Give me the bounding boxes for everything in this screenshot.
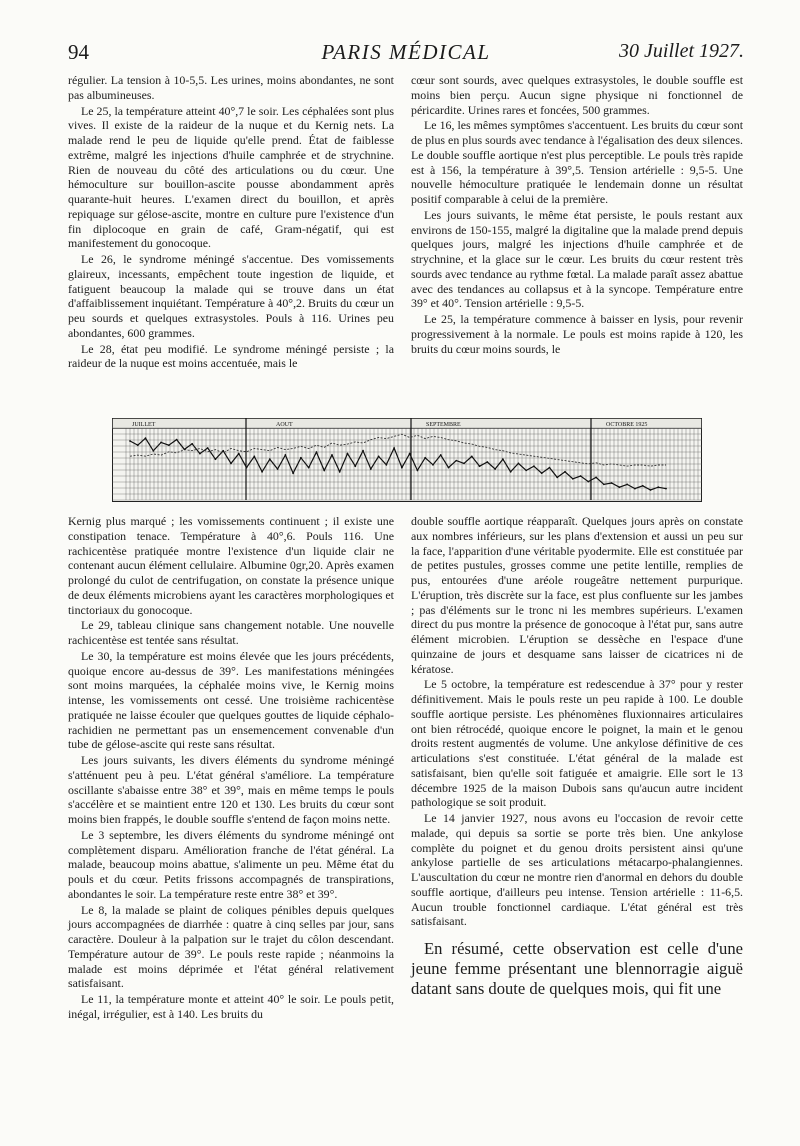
paragraph: Le 16, les mêmes symptômes s'accentuent. Les bruits du cœur sont de plus en plus sourds avec tendance à l'égalisation des deux silences. Le double souffle aortique n'est plus perceptible. Le pouls très rapide est à 156, la température à 39°,5. Tension artérielle : 9,5-5. Une nouvelle hémoculture pratiquée le lendemain donne un résultat positif comparable à celui de la première. xyxy=(411,118,743,206)
temperature-chart xyxy=(112,418,702,502)
temperature-point xyxy=(471,456,473,458)
temperature-point xyxy=(549,467,551,469)
temperature-point xyxy=(222,450,224,452)
temperature-point xyxy=(463,463,465,465)
temperature-point xyxy=(152,450,154,452)
temperature-point xyxy=(129,440,131,442)
temperature-point xyxy=(145,437,147,439)
temperature-point xyxy=(448,467,450,469)
temperature-point xyxy=(665,488,667,490)
journal-title: PARIS MÉDICAL xyxy=(321,40,491,64)
paragraph: Le 11, la température monte et atteint 40° le soir. Le pouls petit, inégal, irrégulier, est à 140. Les bruits du xyxy=(68,992,394,1021)
temperature-point xyxy=(424,457,426,459)
temperature-point xyxy=(230,463,232,465)
paragraph: Kernig plus marqué ; les vomissements continuent ; il existe une constipation tenace. Température à 40°,6. Pouls 116. Une rachicentèse pratiquée montre l'existence d'un liquide clair ne contenant aucun élément cellulaire. Albumine 0gr,20. Après examen prolongé du culot de centrifugation, on constate la présence unique de deux éléments microbiens ayant les caractères morphologiques et tinctoriaux du gonocoque. xyxy=(68,514,394,617)
temperature-point xyxy=(238,453,240,455)
temperature-point xyxy=(331,454,333,456)
temperature-point xyxy=(191,443,193,445)
temperature-point xyxy=(587,481,589,483)
paragraph: Le 29, tableau clinique sans changement notable. Une nouvelle rachicentèse est tentée sans résultat. xyxy=(68,618,394,647)
temperature-point xyxy=(362,450,364,452)
temperature-point xyxy=(432,464,434,466)
temperature-point xyxy=(246,467,248,469)
temperature-point xyxy=(518,463,520,465)
column-bottom-left xyxy=(68,514,394,1023)
temperature-point xyxy=(479,465,481,467)
issue-date: 30 Juillet 1927. xyxy=(619,40,744,62)
temperature-point xyxy=(308,467,310,469)
temperature-point xyxy=(401,467,403,469)
chart-month-label: SEPTEMBRE xyxy=(426,422,461,428)
temperature-point xyxy=(339,471,341,473)
paragraph: Les jours suivants, le même état persiste, le pouls restant aux environs de 150-155, malgré la digitaline que la malade prend depuis quelques jours, malgré les injections d'huile camphrée et de strychnine, et la glace sur le cœur. Les bruits du cœur restent très sourds avec tendance au rythme fœtal. La malade paraît assez abattue avec des tendances au collapsus et à la syncope. Température entre 39° et 40°. Tension artérielle : 9,5-5. xyxy=(411,207,743,311)
temperature-point xyxy=(572,478,574,480)
temperature-point xyxy=(440,454,442,456)
paragraph: cœur sont sourds, avec quelques extrasystoles, le double souffle est moins bien perçu. Aucun signe physique ni fonctionnel de péricardite. Urines rares et foncées, 500 grammes. xyxy=(411,73,743,117)
chart-frame xyxy=(113,419,702,502)
paragraph: Le 28, état peu modifié. Le syndrome méningé persiste ; la raideur de la nuque est moins accentuée, mais le xyxy=(68,341,394,371)
paragraph: Le 25, la température atteint 40°,7 le soir. Les céphalées sont plus vives. Il existe de la raideur de la nuque et du Kernig nets. La malade rend le peu de liquide qu'elle prend. État de faiblesse extrême, malgré les injections d'huile camphrée et de strychnine. Rien de nouveau du côté des articulations ou du cœur. Une hémoculture sur bouillon-ascite pousse abondamment après quarante-huit heures. L'examen direct du bouillon, et après repiquage sur gélose-ascite, montre en culture pure l'existence d'un fin diplocoque en grain de café, Gram-négatif, qui est manifestement du gonocoque. xyxy=(68,103,394,251)
temperature-point xyxy=(168,444,170,446)
temperature-point xyxy=(657,486,659,488)
temperature-point xyxy=(253,456,255,458)
chart-month-label: OCTOBRE 1925 xyxy=(606,422,648,428)
temperature-point xyxy=(642,485,644,487)
temperature-point xyxy=(323,470,325,472)
temperature-point xyxy=(300,457,302,459)
paragraph: Le 14 janvier 1927, nous avons eu l'occasion de revoir cette malade, qui depuis sa sortie se porte très bien. Une ankylose complète du poignet et du genou droits persistent ainsi qu'une ankylose partielle de ses articulations métacarpo-phalangiennes. L'auscultation du cœur ne montre rien d'anormal en dehors du double souffle aortique, d'ailleurs peu intense. Tension artérielle : 11-6,5. Aucun trouble fonctionnel cardiaque. L'état général est très satisfaisant. xyxy=(411,811,743,929)
temperature-point xyxy=(626,484,628,486)
column-top-right xyxy=(411,73,743,357)
temperature-point xyxy=(494,468,496,470)
temperature-point xyxy=(650,489,652,491)
temperature-point xyxy=(580,475,582,477)
paragraph: régulier. La tension à 10-5,5. Les urines, moins abondantes, ne sont pas albumineuses. xyxy=(68,73,394,102)
temperature-point xyxy=(370,468,372,470)
temperature-point xyxy=(510,471,512,473)
temperature-point xyxy=(618,486,620,488)
paragraph: Le 3 septembre, les divers éléments du syndrome méningé ont complètement disparu. Amélioration franche de l'état général. La malade, beaucoup moins abattue, s'alimente un peu. Même état du pouls et du cœur. Petits frissons accompagnés de transpirations, abondantes le soir. La température reste entre 38° et 39°. xyxy=(68,827,394,901)
temperature-point xyxy=(215,458,217,460)
temperature-point xyxy=(316,451,318,453)
temperature-point xyxy=(595,477,597,479)
paragraph: Le 30, la température est moins élevée que les jours précédents, quoique encore au-dessus de 39°. Les manifestations méningées sont moins marquées, la céphalée moins vive, le Kernig moins intense, les vomissements ont cessé. Une troisième rachicentèse pratiquée ne laisse écouler que quelques gouttes de liquide céphalo-rachidien ne permettant pas un ensemencement convenable d'un tube de gélose-ascite qui reste sans résultat. xyxy=(68,648,394,752)
temperature-point xyxy=(385,464,387,466)
column-bottom-right xyxy=(411,514,743,1000)
temperature-point xyxy=(564,471,566,473)
temperature-point xyxy=(261,471,263,473)
temperature-chart-svg xyxy=(112,418,702,502)
temperature-point xyxy=(354,465,356,467)
temperature-point xyxy=(160,442,162,444)
chart-month-label: JUILLET xyxy=(132,422,156,428)
paragraph: Le 5 octobre, la température est redescendue à 37° pour y rester définitivement. Mais le pouls reste un peu rapide à 100. Le double souffle aortique persiste. Les phénomènes fluxionnaires articulaires ont bien rétrocédé, quoique encore le poignet, la main et le genou droits restent augmentés de volume. Une ankylose définitive de ces articulations s'est constituée. L'état général de la malade est satisfaisant, bien qu'elle soit fatiguée et amaigrie. Elle sort le 13 décembre 1925 de la maison Dubois sans qu'aucun autre incident pathologique se soit produit. xyxy=(411,677,743,810)
page-number: 94 xyxy=(68,40,89,64)
temperature-point xyxy=(378,456,380,458)
temperature-point xyxy=(393,447,395,449)
paragraph: Le 8, la malade se plaint de coliques pénibles depuis quelques jours accompagnées de diarrhée : quatre à cinq selles par jour, sans caractère. Douleur à la palpation sur le trajet du côlon descendant. Température autour de 39°. Le pouls reste rapide ; néanmoins la malade est moins déprimée et l'état général relativement satisfaisant. xyxy=(68,902,394,991)
temperature-point xyxy=(199,453,201,455)
paragraph: Le 25, la température commence à baisser en lysis, pour revenir progressivement à la normale. Le pouls est moins rapide à 120, les bruits du cœur moins sourds, le xyxy=(411,312,743,356)
temperature-point xyxy=(502,458,504,460)
temperature-point xyxy=(347,453,349,455)
running-head xyxy=(68,40,744,70)
temperature-point xyxy=(634,488,636,490)
column-top-left xyxy=(68,73,394,372)
temperature-point xyxy=(292,472,294,474)
temperature-point xyxy=(486,461,488,463)
temperature-point xyxy=(277,468,279,470)
temperature-point xyxy=(269,458,271,460)
temperature-point xyxy=(207,447,209,449)
paragraph: double souffle aortique réapparaît. Quelques jours après on constate aux nombres inférieurs, sur les plans d'extension et aussi un peu sur la face, l'apparition d'une véritable pyodermite. Elle est constituée par de petites pustules, grosses comme une petite lentille, remplies de pus, entourées d'une aréole rougeâtre nettement purpurique. L'éruption, très discrète sur la face, est plus confluente sur les jambes ; pas d'éléments sur le tronc ni les membres supérieurs. L'examen direct du pus montre la présence de gonocoque à l'état pur, sans autre élément microbien. L'éruption se dessèche en l'espace d'une quinzaine de jours et desquame sans laisser de cicatrices ni de kératose. xyxy=(411,514,743,676)
temperature-point xyxy=(417,470,419,472)
temperature-point xyxy=(176,439,178,441)
temperature-point xyxy=(455,460,457,462)
paragraph: Les jours suivants, les divers éléments du syndrome méningé s'atténuent peu à peu. L'état général s'améliore. La température oscillante s'abaisse entre 38° et 39°, mais en même temps le pouls s'accélère et se maintient entre 120 et 130. Les bruits du cœur sont moins bien frappés, le double souffle s'entend de façon moins nette. xyxy=(68,753,394,826)
temperature-point xyxy=(284,454,286,456)
paragraph: Le 26, le syndrome méningé s'accentue. Des vomissements glaireux, incessants, empêchent toute ingestion de liquide, et fatiguent beaucoup la malade qui se trouve dans un état d'affaiblissement inquiétant. Température à 40°,2. Bruits du cœur un peu sourds et quelques extrasystoles. Pouls à 116. Urines peu abondantes, 600 grammes. xyxy=(68,252,394,340)
temperature-point xyxy=(409,453,411,455)
temperature-point xyxy=(541,472,543,474)
temperature-point xyxy=(556,477,558,479)
conclusion-paragraph: En résumé, cette observation est celle d'une jeune femme présentant une blennorragie aiguë datant sans doute de quelques mois, qui fit une xyxy=(411,939,743,998)
temperature-point xyxy=(183,449,185,451)
temperature-point xyxy=(603,484,605,486)
temperature-point xyxy=(533,465,535,467)
temperature-point xyxy=(611,482,613,484)
temperature-point xyxy=(525,470,527,472)
chart-month-label: AOUT xyxy=(276,422,293,428)
temperature-point xyxy=(137,444,139,446)
